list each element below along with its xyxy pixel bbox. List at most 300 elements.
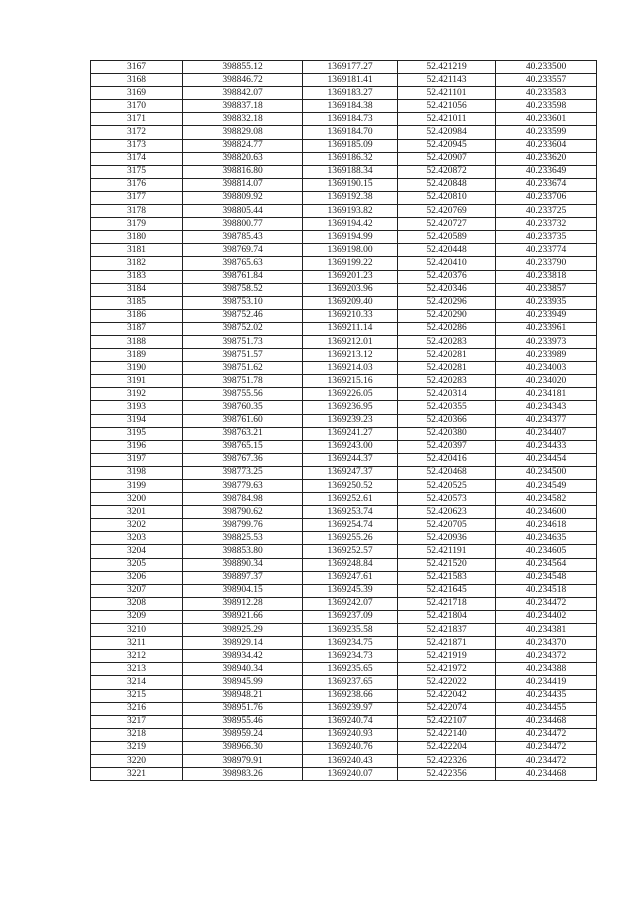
x-coordinate-cell: 398769.74 (183, 244, 303, 257)
y-coordinate-cell: 1369252.61 (303, 493, 398, 506)
latitude-cell: 52.420376 (398, 270, 496, 283)
longitude-cell: 40.234549 (496, 480, 597, 493)
y-coordinate-cell: 1369190.15 (303, 178, 398, 191)
point-number-cell: 3201 (91, 506, 183, 519)
longitude-cell: 40.234635 (496, 532, 597, 545)
table-row (91, 597, 597, 610)
table-row (91, 283, 597, 296)
y-coordinate-cell: 1369247.37 (303, 466, 398, 479)
latitude-cell: 52.422022 (398, 676, 496, 689)
table-row (91, 349, 597, 362)
table-row (91, 100, 597, 113)
latitude-cell: 52.422204 (398, 741, 496, 754)
latitude-cell: 52.421520 (398, 558, 496, 571)
y-coordinate-cell: 1369234.75 (303, 637, 398, 650)
latitude-cell: 52.420984 (398, 126, 496, 139)
table-row (91, 152, 597, 165)
table-row (91, 87, 597, 100)
table-row (91, 650, 597, 663)
point-number-cell: 3186 (91, 309, 183, 322)
longitude-cell: 40.234388 (496, 663, 597, 676)
longitude-cell: 40.233725 (496, 205, 597, 218)
longitude-cell: 40.233557 (496, 74, 597, 87)
x-coordinate-cell: 398948.21 (183, 689, 303, 702)
y-coordinate-cell: 1369240.74 (303, 715, 398, 728)
longitude-cell: 40.234472 (496, 728, 597, 741)
x-coordinate-cell: 398979.91 (183, 754, 303, 767)
table-row (91, 637, 597, 650)
y-coordinate-cell: 1369247.61 (303, 571, 398, 584)
x-coordinate-cell: 398765.15 (183, 440, 303, 453)
longitude-cell: 40.233973 (496, 335, 597, 348)
x-coordinate-cell: 398761.84 (183, 270, 303, 283)
latitude-cell: 52.421101 (398, 87, 496, 100)
y-coordinate-cell: 1369244.37 (303, 453, 398, 466)
y-coordinate-cell: 1369242.07 (303, 597, 398, 610)
x-coordinate-cell: 398955.46 (183, 715, 303, 728)
table-row (91, 362, 597, 375)
x-coordinate-cell: 398846.72 (183, 74, 303, 87)
point-number-cell: 3179 (91, 218, 183, 231)
longitude-cell: 40.233774 (496, 244, 597, 257)
longitude-cell: 40.234381 (496, 624, 597, 637)
x-coordinate-cell: 398825.53 (183, 532, 303, 545)
point-number-cell: 3196 (91, 440, 183, 453)
table-row (91, 610, 597, 623)
latitude-cell: 52.420283 (398, 375, 496, 388)
table-row (91, 218, 597, 231)
table-row (91, 768, 597, 781)
longitude-cell: 40.234472 (496, 597, 597, 610)
longitude-cell: 40.234343 (496, 401, 597, 414)
x-coordinate-cell: 398820.63 (183, 152, 303, 165)
table-row (91, 545, 597, 558)
point-number-cell: 3167 (91, 61, 183, 74)
point-number-cell: 3191 (91, 375, 183, 388)
y-coordinate-cell: 1369226.05 (303, 388, 398, 401)
x-coordinate-cell: 398751.73 (183, 335, 303, 348)
longitude-cell: 40.233989 (496, 349, 597, 362)
point-number-cell: 3175 (91, 165, 183, 178)
y-coordinate-cell: 1369194.42 (303, 218, 398, 231)
table-row (91, 231, 597, 244)
y-coordinate-cell: 1369215.16 (303, 375, 398, 388)
longitude-cell: 40.233961 (496, 322, 597, 335)
latitude-cell: 52.420448 (398, 244, 496, 257)
x-coordinate-cell: 398904.15 (183, 584, 303, 597)
x-coordinate-cell: 398753.10 (183, 296, 303, 309)
point-number-cell: 3205 (91, 558, 183, 571)
table-row (91, 388, 597, 401)
longitude-cell: 40.234181 (496, 388, 597, 401)
table-row (91, 453, 597, 466)
latitude-cell: 52.422326 (398, 754, 496, 767)
longitude-cell: 40.234468 (496, 768, 597, 781)
x-coordinate-cell: 398790.62 (183, 506, 303, 519)
y-coordinate-cell: 1369240.93 (303, 728, 398, 741)
y-coordinate-cell: 1369240.43 (303, 754, 398, 767)
latitude-cell: 52.420705 (398, 519, 496, 532)
point-number-cell: 3207 (91, 584, 183, 597)
x-coordinate-cell: 398837.18 (183, 100, 303, 113)
y-coordinate-cell: 1369209.40 (303, 296, 398, 309)
point-number-cell: 3211 (91, 637, 183, 650)
latitude-cell: 52.420872 (398, 165, 496, 178)
longitude-cell: 40.233583 (496, 87, 597, 100)
longitude-cell: 40.234600 (496, 506, 597, 519)
longitude-cell: 40.234472 (496, 754, 597, 767)
y-coordinate-cell: 1369234.73 (303, 650, 398, 663)
x-coordinate-cell: 398829.08 (183, 126, 303, 139)
point-number-cell: 3189 (91, 349, 183, 362)
coordinates-table-body (91, 61, 597, 781)
y-coordinate-cell: 1369201.23 (303, 270, 398, 283)
table-row (91, 401, 597, 414)
x-coordinate-cell: 398816.80 (183, 165, 303, 178)
x-coordinate-cell: 398842.07 (183, 87, 303, 100)
point-number-cell: 3213 (91, 663, 183, 676)
latitude-cell: 52.421056 (398, 100, 496, 113)
x-coordinate-cell: 398959.24 (183, 728, 303, 741)
table-row (91, 741, 597, 754)
table-row (91, 322, 597, 335)
latitude-cell: 52.421191 (398, 545, 496, 558)
latitude-cell: 52.420416 (398, 453, 496, 466)
latitude-cell: 52.422356 (398, 768, 496, 781)
point-number-cell: 3203 (91, 532, 183, 545)
longitude-cell: 40.233500 (496, 61, 597, 74)
point-number-cell: 3199 (91, 480, 183, 493)
table-row (91, 702, 597, 715)
y-coordinate-cell: 1369199.22 (303, 257, 398, 270)
longitude-cell: 40.234454 (496, 453, 597, 466)
latitude-cell: 52.421804 (398, 610, 496, 623)
x-coordinate-cell: 398763.21 (183, 427, 303, 440)
table-row (91, 715, 597, 728)
x-coordinate-cell: 398966.30 (183, 741, 303, 754)
latitude-cell: 52.422042 (398, 689, 496, 702)
latitude-cell: 52.420296 (398, 296, 496, 309)
x-coordinate-cell: 398853.80 (183, 545, 303, 558)
latitude-cell: 52.420573 (398, 493, 496, 506)
longitude-cell: 40.234372 (496, 650, 597, 663)
table-row (91, 61, 597, 74)
longitude-cell: 40.234455 (496, 702, 597, 715)
point-number-cell: 3171 (91, 113, 183, 126)
latitude-cell: 52.420589 (398, 231, 496, 244)
longitude-cell: 40.234468 (496, 715, 597, 728)
y-coordinate-cell: 1369235.65 (303, 663, 398, 676)
x-coordinate-cell: 398983.26 (183, 768, 303, 781)
table-row (91, 676, 597, 689)
table-row (91, 270, 597, 283)
y-coordinate-cell: 1369184.73 (303, 113, 398, 126)
latitude-cell: 52.420366 (398, 414, 496, 427)
x-coordinate-cell: 398925.29 (183, 624, 303, 637)
y-coordinate-cell: 1369238.66 (303, 689, 398, 702)
x-coordinate-cell: 398809.92 (183, 191, 303, 204)
table-row (91, 296, 597, 309)
latitude-cell: 52.421871 (398, 637, 496, 650)
point-number-cell: 3200 (91, 493, 183, 506)
x-coordinate-cell: 398760.35 (183, 401, 303, 414)
x-coordinate-cell: 398784.98 (183, 493, 303, 506)
table-row (91, 165, 597, 178)
latitude-cell: 52.420314 (398, 388, 496, 401)
x-coordinate-cell: 398758.52 (183, 283, 303, 296)
latitude-cell: 52.420769 (398, 205, 496, 218)
latitude-cell: 52.420355 (398, 401, 496, 414)
x-coordinate-cell: 398751.62 (183, 362, 303, 375)
y-coordinate-cell: 1369211.14 (303, 322, 398, 335)
latitude-cell: 52.420286 (398, 322, 496, 335)
longitude-cell: 40.233649 (496, 165, 597, 178)
point-number-cell: 3212 (91, 650, 183, 663)
point-number-cell: 3173 (91, 139, 183, 152)
x-coordinate-cell: 398934.42 (183, 650, 303, 663)
y-coordinate-cell: 1369192.38 (303, 191, 398, 204)
longitude-cell: 40.234433 (496, 440, 597, 453)
x-coordinate-cell: 398945.99 (183, 676, 303, 689)
x-coordinate-cell: 398799.76 (183, 519, 303, 532)
x-coordinate-cell: 398752.02 (183, 322, 303, 335)
x-coordinate-cell: 398929.14 (183, 637, 303, 650)
point-number-cell: 3176 (91, 178, 183, 191)
longitude-cell: 40.233604 (496, 139, 597, 152)
longitude-cell: 40.233674 (496, 178, 597, 191)
y-coordinate-cell: 1369243.00 (303, 440, 398, 453)
longitude-cell: 40.234020 (496, 375, 597, 388)
table-row (91, 754, 597, 767)
longitude-cell: 40.234605 (496, 545, 597, 558)
y-coordinate-cell: 1369177.27 (303, 61, 398, 74)
point-number-cell: 3187 (91, 322, 183, 335)
longitude-cell: 40.234518 (496, 584, 597, 597)
point-number-cell: 3217 (91, 715, 183, 728)
point-number-cell: 3206 (91, 571, 183, 584)
point-number-cell: 3174 (91, 152, 183, 165)
table-row (91, 74, 597, 87)
longitude-cell: 40.234500 (496, 466, 597, 479)
y-coordinate-cell: 1369194.99 (303, 231, 398, 244)
longitude-cell: 40.233949 (496, 309, 597, 322)
point-number-cell: 3218 (91, 728, 183, 741)
latitude-cell: 52.420346 (398, 283, 496, 296)
longitude-cell: 40.234377 (496, 414, 597, 427)
point-number-cell: 3182 (91, 257, 183, 270)
y-coordinate-cell: 1369239.97 (303, 702, 398, 715)
latitude-cell: 52.420623 (398, 506, 496, 519)
x-coordinate-cell: 398755.56 (183, 388, 303, 401)
point-number-cell: 3214 (91, 676, 183, 689)
x-coordinate-cell: 398824.77 (183, 139, 303, 152)
longitude-cell: 40.234003 (496, 362, 597, 375)
latitude-cell: 52.420936 (398, 532, 496, 545)
y-coordinate-cell: 1369248.84 (303, 558, 398, 571)
longitude-cell: 40.233790 (496, 257, 597, 270)
point-number-cell: 3221 (91, 768, 183, 781)
latitude-cell: 52.420945 (398, 139, 496, 152)
x-coordinate-cell: 398890.34 (183, 558, 303, 571)
longitude-cell: 40.234402 (496, 610, 597, 623)
table-row (91, 427, 597, 440)
table-row (91, 126, 597, 139)
latitude-cell: 52.421837 (398, 624, 496, 637)
y-coordinate-cell: 1369184.70 (303, 126, 398, 139)
x-coordinate-cell: 398805.44 (183, 205, 303, 218)
point-number-cell: 3180 (91, 231, 183, 244)
longitude-cell: 40.233857 (496, 283, 597, 296)
y-coordinate-cell: 1369183.27 (303, 87, 398, 100)
longitude-cell: 40.234370 (496, 637, 597, 650)
table-row (91, 191, 597, 204)
y-coordinate-cell: 1369240.76 (303, 741, 398, 754)
point-number-cell: 3190 (91, 362, 183, 375)
latitude-cell: 52.422074 (398, 702, 496, 715)
y-coordinate-cell: 1369254.74 (303, 519, 398, 532)
table-row (91, 309, 597, 322)
longitude-cell: 40.234582 (496, 493, 597, 506)
x-coordinate-cell: 398761.60 (183, 414, 303, 427)
x-coordinate-cell: 398767.36 (183, 453, 303, 466)
x-coordinate-cell: 398785.43 (183, 231, 303, 244)
y-coordinate-cell: 1369235.58 (303, 624, 398, 637)
x-coordinate-cell: 398921.66 (183, 610, 303, 623)
latitude-cell: 52.422140 (398, 728, 496, 741)
table-row (91, 558, 597, 571)
table-row (91, 506, 597, 519)
latitude-cell: 52.420397 (398, 440, 496, 453)
x-coordinate-cell: 398751.57 (183, 349, 303, 362)
y-coordinate-cell: 1369245.39 (303, 584, 398, 597)
table-row (91, 728, 597, 741)
y-coordinate-cell: 1369236.95 (303, 401, 398, 414)
point-number-cell: 3184 (91, 283, 183, 296)
longitude-cell: 40.233732 (496, 218, 597, 231)
latitude-cell: 52.420410 (398, 257, 496, 270)
y-coordinate-cell: 1369203.96 (303, 283, 398, 296)
table-row (91, 375, 597, 388)
x-coordinate-cell: 398752.46 (183, 309, 303, 322)
latitude-cell: 52.420727 (398, 218, 496, 231)
longitude-cell: 40.233935 (496, 296, 597, 309)
point-number-cell: 3183 (91, 270, 183, 283)
table-row (91, 466, 597, 479)
latitude-cell: 52.422107 (398, 715, 496, 728)
y-coordinate-cell: 1369198.00 (303, 244, 398, 257)
longitude-cell: 40.233620 (496, 152, 597, 165)
table-row (91, 532, 597, 545)
point-number-cell: 3202 (91, 519, 183, 532)
table-row (91, 624, 597, 637)
longitude-cell: 40.234618 (496, 519, 597, 532)
y-coordinate-cell: 1369237.09 (303, 610, 398, 623)
x-coordinate-cell: 398897.37 (183, 571, 303, 584)
table-row (91, 244, 597, 257)
x-coordinate-cell: 398773.25 (183, 466, 303, 479)
point-number-cell: 3177 (91, 191, 183, 204)
latitude-cell: 52.420525 (398, 480, 496, 493)
y-coordinate-cell: 1369240.07 (303, 768, 398, 781)
table-row (91, 113, 597, 126)
x-coordinate-cell: 398800.77 (183, 218, 303, 231)
table-row (91, 440, 597, 453)
longitude-cell: 40.233706 (496, 191, 597, 204)
x-coordinate-cell: 398832.18 (183, 113, 303, 126)
point-number-cell: 3209 (91, 610, 183, 623)
longitude-cell: 40.233601 (496, 113, 597, 126)
point-number-cell: 3194 (91, 414, 183, 427)
table-row (91, 571, 597, 584)
x-coordinate-cell: 398814.07 (183, 178, 303, 191)
y-coordinate-cell: 1369184.38 (303, 100, 398, 113)
coordinates-table (90, 60, 597, 781)
point-number-cell: 3168 (91, 74, 183, 87)
point-number-cell: 3188 (91, 335, 183, 348)
longitude-cell: 40.234407 (496, 427, 597, 440)
x-coordinate-cell: 398855.12 (183, 61, 303, 74)
latitude-cell: 52.420907 (398, 152, 496, 165)
latitude-cell: 52.420281 (398, 349, 496, 362)
x-coordinate-cell: 398951.76 (183, 702, 303, 715)
point-number-cell: 3204 (91, 545, 183, 558)
x-coordinate-cell: 398940.34 (183, 663, 303, 676)
table-row (91, 335, 597, 348)
longitude-cell: 40.233599 (496, 126, 597, 139)
y-coordinate-cell: 1369193.82 (303, 205, 398, 218)
x-coordinate-cell: 398765.63 (183, 257, 303, 270)
x-coordinate-cell: 398779.63 (183, 480, 303, 493)
point-number-cell: 3210 (91, 624, 183, 637)
y-coordinate-cell: 1369214.03 (303, 362, 398, 375)
point-number-cell: 3215 (91, 689, 183, 702)
point-number-cell: 3185 (91, 296, 183, 309)
y-coordinate-cell: 1369186.32 (303, 152, 398, 165)
x-coordinate-cell: 398751.78 (183, 375, 303, 388)
latitude-cell: 52.420290 (398, 309, 496, 322)
latitude-cell: 52.420283 (398, 335, 496, 348)
latitude-cell: 52.421583 (398, 571, 496, 584)
point-number-cell: 3216 (91, 702, 183, 715)
latitude-cell: 52.421972 (398, 663, 496, 676)
latitude-cell: 52.420281 (398, 362, 496, 375)
point-number-cell: 3192 (91, 388, 183, 401)
point-number-cell: 3197 (91, 453, 183, 466)
table-row (91, 257, 597, 270)
y-coordinate-cell: 1369210.33 (303, 309, 398, 322)
point-number-cell: 3178 (91, 205, 183, 218)
point-number-cell: 3219 (91, 741, 183, 754)
longitude-cell: 40.234564 (496, 558, 597, 571)
longitude-cell: 40.234435 (496, 689, 597, 702)
y-coordinate-cell: 1369252.57 (303, 545, 398, 558)
table-row (91, 178, 597, 191)
longitude-cell: 40.234548 (496, 571, 597, 584)
point-number-cell: 3193 (91, 401, 183, 414)
y-coordinate-cell: 1369188.34 (303, 165, 398, 178)
point-number-cell: 3169 (91, 87, 183, 100)
x-coordinate-cell: 398912.28 (183, 597, 303, 610)
table-row (91, 689, 597, 702)
table-row (91, 414, 597, 427)
point-number-cell: 3181 (91, 244, 183, 257)
y-coordinate-cell: 1369213.12 (303, 349, 398, 362)
point-number-cell: 3198 (91, 466, 183, 479)
y-coordinate-cell: 1369253.74 (303, 506, 398, 519)
point-number-cell: 3195 (91, 427, 183, 440)
latitude-cell: 52.421219 (398, 61, 496, 74)
y-coordinate-cell: 1369250.52 (303, 480, 398, 493)
